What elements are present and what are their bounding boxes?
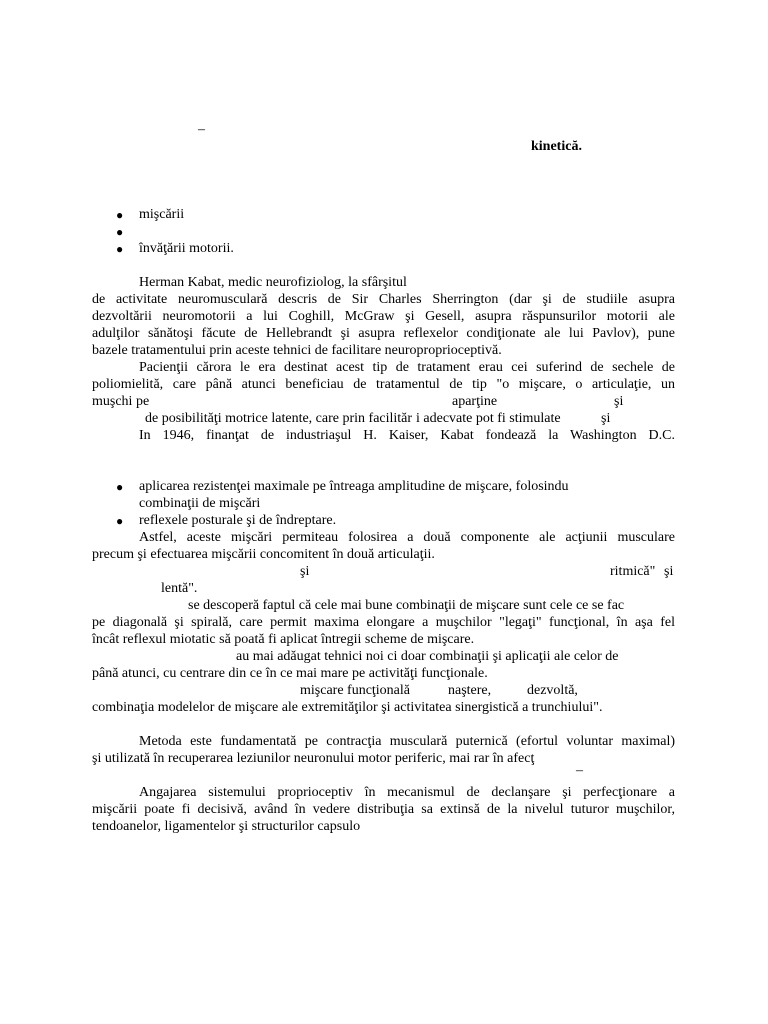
paragraph-line: pe diagonală şi spirală, care permit maxima elongare a muşchilor "legaţi" funcţional, în aşa fel	[92, 615, 675, 630]
paragraph-line: poliomielită, care până atunci beneficiau de tratamentul de tip "o mişcare, o articulaţie, un	[92, 377, 675, 392]
paragraph-line: precum şi efectuarea mişcării concomitent în două articulaţii.	[92, 547, 435, 562]
paragraph-fragment: şi	[664, 564, 674, 579]
paragraph-fragment: aparţine	[452, 394, 498, 409]
bullet-item: învăţării motorii.	[139, 241, 234, 256]
paragraph-line: până atunci, cu centrare din ce în ce mai mare pe activităţi funcţionale.	[92, 666, 488, 681]
paragraph-line: şi utilizată în recuperarea leziunilor neuronului motor periferic, mai rar în afecţ	[92, 751, 535, 766]
paragraph-fragment: i adecvate pot fi stimulate	[416, 411, 561, 426]
paragraph-dash: –	[576, 763, 583, 778]
paragraph-line: Astfel, aceste mişcări permiteau folosirea a două componente ale acţiunii musculare	[139, 530, 675, 545]
bullet-icon: ●	[116, 480, 124, 494]
paragraph-line: Pacienţii cărora le era destinat acest tip de tratament erau cei suferind de sechele de	[139, 360, 675, 375]
paragraph-line: Angajarea sistemului proprioceptiv în mecanismul de declanşare şi perfecţionare a	[139, 785, 675, 800]
bullet-item: mişcării	[139, 207, 185, 222]
paragraph-line: dezvoltării neuromotorii a lui Coghill, McGraw şi Gesell, asupra răspunsurilor motorii ale	[92, 309, 675, 324]
paragraph-line: In 1946, finanţat de industriaşul H. Kaiser, Kabat fondează la Washington D.C.	[139, 428, 675, 443]
paragraph-line: încât reflexul miotatic să poată fi aplicat întregii scheme de mişcare.	[92, 632, 475, 647]
bullet-item-continuation: combinaţii de mişcări	[139, 496, 261, 511]
bullet-icon: ●	[116, 242, 124, 256]
paragraph-line: mişcării poate fi decisivă, având în vedere distribuţia sa extinsă de la nivelul tuturor muşchilor,	[92, 802, 675, 817]
paragraph-fragment: ritmică"	[610, 564, 656, 579]
bullet-icon: ●	[116, 208, 124, 222]
header-dash: –	[198, 122, 205, 137]
paragraph-line: adulţilor sănătoşi făcute de Hellebrandt şi asupra reflexelor condiţionate ale lui Pavlov), pune	[92, 326, 675, 341]
paragraph-line: Metoda este fundamentată pe contracţia musculară puternică (efortul voluntar maximal)	[139, 734, 675, 749]
bullet-icon: ●	[116, 514, 124, 528]
paragraph-line: de activitate neuromusculară descris de Sir Charles Sherrington (dar şi de studiile asupra	[92, 292, 675, 307]
paragraph-fragment: mişcare funcţională	[300, 683, 411, 698]
bullet-item: reflexele posturale şi de îndreptare.	[139, 513, 337, 528]
paragraph-line: se descoperă faptul că cele mai bune combinaţii de mişcare sunt cele ce se fac	[188, 598, 625, 613]
bullet-icon: ●	[116, 225, 124, 239]
paragraph-fragment: şi	[601, 411, 611, 426]
paragraph-fragment: muşchi pe	[92, 394, 150, 409]
header-kinetic: kinetică.	[531, 139, 582, 154]
paragraph-fragment: şi	[300, 564, 310, 579]
paragraph-fragment: lentă".	[161, 581, 198, 596]
paragraph-fragment: dezvoltă,	[527, 683, 578, 698]
paragraph-fragment: naştere,	[448, 683, 492, 698]
paragraph-line: Herman Kabat, medic neurofiziolog, la sfârşitul	[139, 275, 407, 290]
paragraph-line: au mai adăugat tehnici noi ci doar combinaţii şi aplicaţii ale celor de	[236, 649, 619, 664]
paragraph-line: combinaţia modelelor de mişcare ale extremităţilor şi activitatea sinergistică a trunchiului".	[92, 700, 603, 715]
paragraph-line: tendoanelor, ligamentelor şi structurilor capsulo	[92, 819, 361, 834]
bullet-item: aplicarea rezistenţei maximale pe întreaga amplitudine de mişcare, folosindu	[139, 479, 569, 494]
paragraph-fragment: de posibilităţi motrice latente, care prin facilităr	[145, 411, 413, 426]
paragraph-line: bazele tratamentului prin aceste tehnici de facilitare neuroproprioceptivă.	[92, 343, 502, 358]
paragraph-fragment: şi	[614, 394, 624, 409]
